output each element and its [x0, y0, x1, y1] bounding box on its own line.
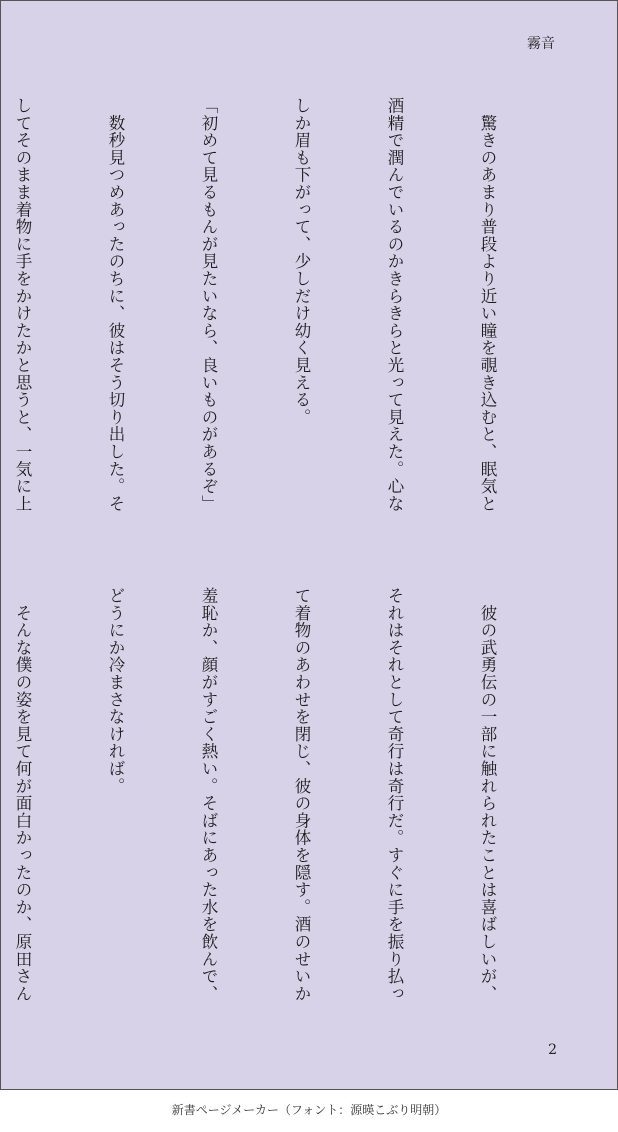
running-header-title: 霧音	[527, 36, 555, 52]
page-number: 2	[548, 1042, 557, 1058]
text-column: それはそれとして奇行は奇行だ。すぐに手を振り払っ	[385, 587, 404, 1003]
text-column: してそのまま着物に手をかけたかと思うと、一気に上	[13, 97, 32, 513]
footer-credit: 新書ページメーカー（フォント：源暎こぶり明朝）	[171, 1103, 447, 1117]
text-column: そんな僕の姿を見て何が面白かったのか、原田さん	[13, 587, 32, 1003]
text-block-upper	[0, 97, 565, 537]
text-column: 彼の武勇伝の一部に触れられたことは喜ばしいが、	[478, 587, 497, 1003]
text-column: どうにか冷まさなければ。	[106, 587, 125, 795]
text-column: 驚きのあまり普段より近い瞳を覗き込むと、眠気と	[478, 97, 497, 513]
text-column: しか眉も下がって、少しだけ幼く見える。	[292, 97, 311, 426]
text-column: 「初めて見るもんが見たいなら、良いものがあるぞ」	[199, 97, 218, 513]
text-column: 数秒見つめあったのちに、彼はそう切り出した。そ	[106, 97, 125, 513]
text-block-lower	[0, 587, 565, 1027]
text-column: て着物のあわせを閉じ、彼の身体を隠す。酒のせいか	[292, 587, 311, 1003]
text-column: 酒精で潤んでいるのかきらきらと光って見えた。心な	[385, 97, 404, 513]
text-column: 羞恥か、顔がすごく熱い。そばにあった水を飲んで、	[199, 587, 218, 1003]
